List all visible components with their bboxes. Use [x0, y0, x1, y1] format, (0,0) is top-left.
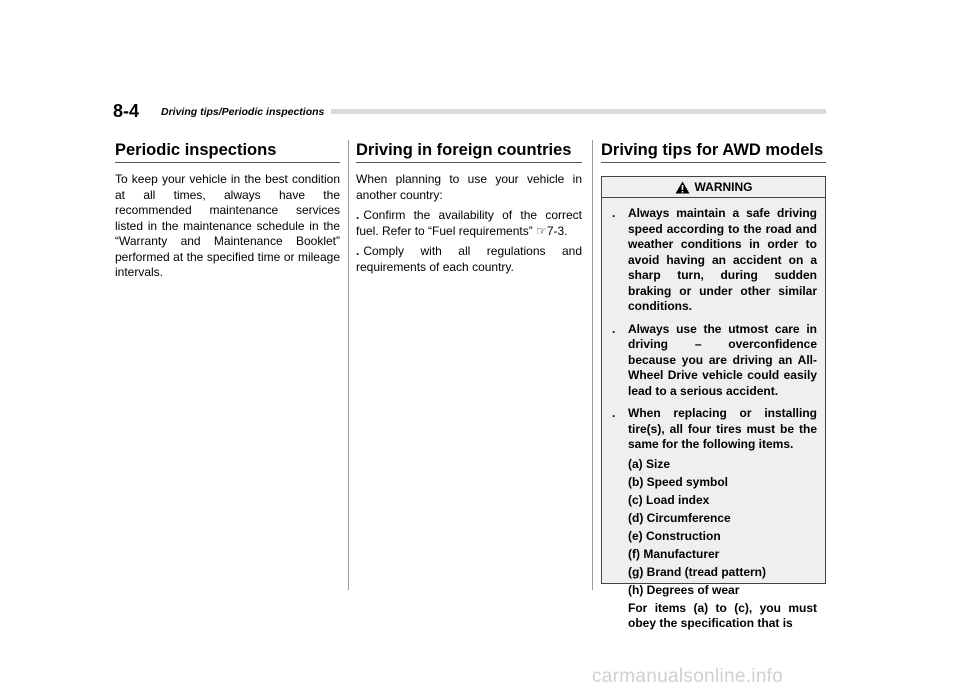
heading-awd-tips: Driving tips for AWD models	[601, 140, 826, 163]
bullet-marker: .	[356, 244, 360, 258]
warning-box	[601, 176, 826, 630]
warning-item-text: Always maintain a safe driving speed according to the road and weather conditions in order to avoid having an accident on a sharp turn, during sudden braking or under other similar conditions.	[628, 206, 817, 313]
column-divider	[592, 140, 593, 590]
bullet-marker: .	[356, 208, 360, 222]
section-title: Driving tips/Periodic inspections	[161, 106, 325, 118]
column-awd-tips	[601, 140, 826, 630]
tire-item-brand: (g) Brand (tread pattern)	[628, 564, 766, 579]
tire-item-manufacturer: (f) Manufacturer	[628, 546, 720, 561]
list-item	[356, 208, 582, 239]
bullet-marker: .	[612, 321, 616, 336]
warning-header	[602, 177, 825, 198]
watermark-footer: carmanualsonline.info	[592, 666, 784, 687]
column-foreign-countries	[356, 140, 582, 275]
bullet-text: Confirm the availability of the correct fuel. Refer to “Fuel requirements” ☞7-3.	[356, 208, 582, 238]
tire-note: For items (a) to (c), you must obey the specification that is	[628, 600, 817, 630]
tire-item-size: (a) Size	[628, 456, 671, 471]
bullet-text: Comply with all regulations and requirements of each country.	[356, 244, 582, 274]
warning-triangle-icon	[675, 181, 690, 194]
warning-item	[612, 406, 817, 453]
tire-item-circumference: (d) Circumference	[628, 510, 731, 525]
warning-item	[612, 206, 817, 315]
page-number: 8-4	[113, 101, 140, 121]
warning-item-text: Always use the utmost care in driving – overconfidence because you are driving an All-Wheel Drive vehicle could easily lead to a serious accident.	[628, 321, 817, 398]
warning-label: WARNING	[694, 180, 753, 194]
paragraph-periodic-inspections: To keep your vehicle in the best condition at all times, always have the recommended maintenance services listed in the maintenance schedule in the “Warranty and Maintenance Booklet” performed at the specified time or mileage intervals.	[115, 172, 340, 279]
tire-item-load-index: (c) Load index	[628, 492, 710, 507]
bullet-marker: .	[612, 206, 616, 220]
tire-item-degrees-of-wear: (h) Degrees of wear	[628, 582, 740, 597]
tire-item-speed-symbol: (b) Speed symbol	[628, 474, 729, 489]
header-rule	[331, 109, 826, 114]
column-divider	[348, 140, 349, 590]
list-item	[356, 244, 582, 275]
heading-periodic-inspections: Periodic inspections	[115, 140, 340, 163]
bullet-marker: .	[612, 406, 616, 420]
warning-item-text: When replacing or installing tire(s), all four tires must be the same for the following items.	[628, 406, 817, 451]
page-header	[113, 100, 826, 126]
heading-foreign-countries: Driving in foreign countries	[356, 140, 582, 163]
warning-body	[602, 198, 825, 632]
column-periodic-inspections	[115, 140, 340, 281]
warning-item	[612, 322, 817, 400]
paragraph-foreign-intro: When planning to use your vehicle in another country:	[356, 172, 582, 202]
tire-item-construction: (e) Construction	[628, 528, 721, 543]
